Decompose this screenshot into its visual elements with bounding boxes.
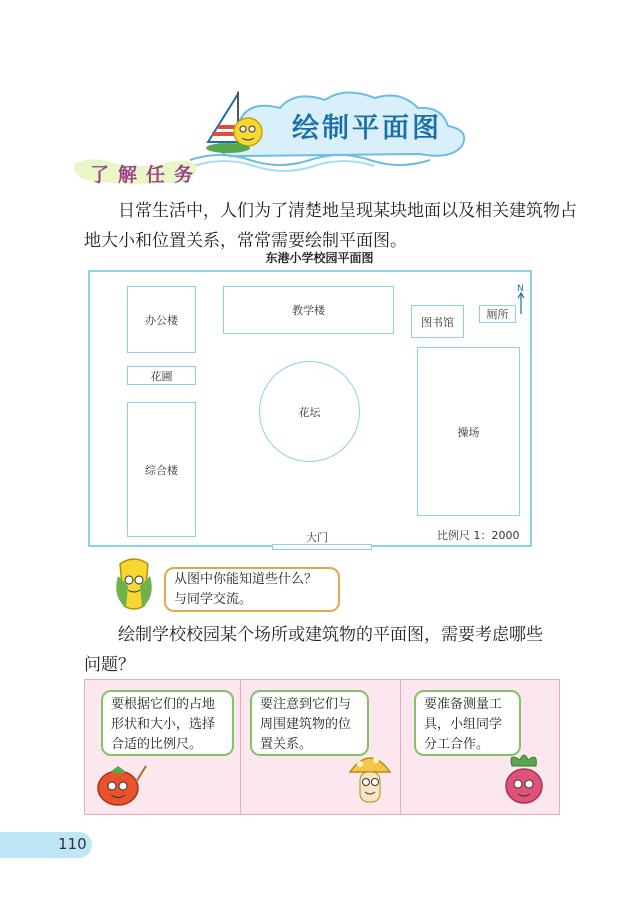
map-title: 东港小学校园平面图 bbox=[265, 251, 374, 265]
intro-line-2: 地大小和位置关系，常常需要绘制平面图。 bbox=[84, 231, 407, 251]
bubble-left-line-1: 要根据它们的占地 bbox=[111, 697, 216, 712]
corn-bubble-line-1: 从图中你能知道些什么？ bbox=[174, 572, 318, 587]
tomato-character-icon bbox=[92, 762, 148, 808]
mushroom-speech-bubble bbox=[250, 690, 369, 756]
bubble-left-line-3: 合适的比例尺。 bbox=[111, 737, 203, 752]
section-header: 了解任务 bbox=[90, 164, 203, 186]
map-toilet: 厕所 bbox=[479, 305, 516, 323]
bubble-middle-line-2: 周围建筑物的位 bbox=[260, 717, 352, 732]
map-library: 图书馆 bbox=[411, 305, 464, 338]
map-garden: 花圃 bbox=[127, 366, 196, 385]
bubble-right-line-1: 要准备测量工 bbox=[424, 697, 503, 712]
map-flowerbed: 花坛 bbox=[259, 361, 360, 462]
map-scale: 比例尺 1：2000 bbox=[437, 529, 520, 542]
radish-character-icon bbox=[498, 752, 550, 808]
page-number: 110 bbox=[58, 835, 87, 853]
bubble-middle-line-3: 置关系。 bbox=[260, 737, 313, 752]
map-complex-building: 综合楼 bbox=[127, 402, 196, 537]
panel-divider-2 bbox=[400, 679, 401, 815]
map-office-building: 办公楼 bbox=[127, 286, 196, 353]
corn-character-icon bbox=[110, 556, 158, 612]
north-arrow-icon bbox=[516, 292, 526, 314]
panel-divider-1 bbox=[240, 679, 241, 815]
bubble-left-line-2: 形状和大小，选择 bbox=[111, 717, 216, 732]
mushroom-character-icon bbox=[346, 748, 394, 810]
question-line-2: 问题？ bbox=[84, 655, 135, 675]
bubble-middle-line-1: 要注意到它们与 bbox=[260, 697, 352, 712]
map-north-label: N bbox=[517, 284, 524, 294]
radish-speech-bubble bbox=[414, 690, 521, 756]
tomato-speech-bubble bbox=[101, 690, 234, 756]
bubble-right-line-2: 具，小组同学 bbox=[424, 717, 503, 732]
map-gate-label: 大门 bbox=[306, 531, 328, 544]
map-teaching-building: 教学楼 bbox=[223, 286, 394, 334]
question-line-1: 绘制学校校园某个场所或建筑物的平面图，需要考虑哪些 bbox=[118, 625, 543, 645]
map-playground: 操场 bbox=[417, 347, 520, 516]
bubble-right-line-3: 分工合作。 bbox=[424, 737, 490, 752]
intro-line-1: 日常生活中，人们为了清楚地呈现某块地面以及相关建筑物占 bbox=[118, 201, 577, 221]
corn-speech-bubble bbox=[164, 567, 340, 612]
corn-bubble-line-2: 与同学交流。 bbox=[174, 592, 253, 607]
page-title: 绘制平面图 bbox=[292, 113, 442, 144]
